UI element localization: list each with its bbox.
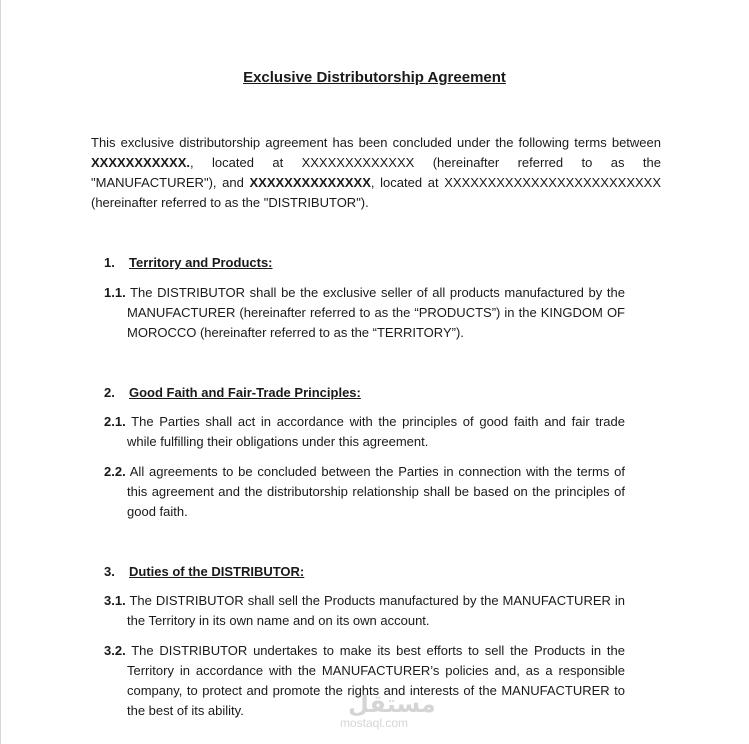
document-title: Exclusive Distributorship Agreement: [243, 69, 506, 86]
intro-text-2: , located at XXXXXXXXXXXXX (hereinafter referred to as the "MANUFACTURER"), and: [91, 155, 661, 190]
clause-text: The DISTRIBUTOR shall be the exclusive seller of all products manufactured by the MANUFACTURER (hereinafter referred to as the “PRODUCTS”) in the KINGDOM OF MOROCCO (hereinafter referred to as the “TERRITORY”).: [125, 285, 625, 340]
clause-text: The Parties shall act in accordance with the principles of good faith and fair trade while fulfilling their obligations under this agreement.: [125, 414, 625, 449]
clause-text: The DISTRIBUTOR undertakes to make its best efforts to sell the Products in the Territory in accordance with the MANUFACTURER’s policies and, as a responsible company, to protect and promote the rights and interests of the MANUFACTURER to the best of its ability.: [125, 643, 625, 718]
section-number: 1.: [104, 255, 115, 270]
clause-text: The DISTRIBUTOR shall sell the Products manufactured by the MANUFACTURER in the Territory in its own name and on its own account.: [125, 593, 625, 628]
intro-text-1: This exclusive distributorship agreement has been concluded under the following terms between: [91, 135, 661, 150]
clause-number: 3.2.: [104, 643, 126, 658]
intro-paragraph: [91, 133, 661, 213]
section-number: 2.: [104, 385, 115, 400]
watermark-latin: mostaql.com: [340, 716, 409, 730]
clause-3-2: [104, 641, 625, 721]
clause-3-1: [104, 591, 625, 631]
section-heading-label: Territory and Products:: [129, 255, 273, 270]
watermark-arabic: مستقل: [348, 690, 436, 718]
section-heading-label: Duties of the DISTRIBUTOR:: [129, 564, 305, 579]
intro-text-3: , located at XXXXXXXXXXXXXXXXXXXXXXXXX (hereinafter referred to as the "DISTRIBUTOR").: [91, 175, 662, 210]
section-heading-label: Good Faith and Fair-Trade Principles:: [129, 385, 361, 400]
section-heading-3: [104, 562, 304, 582]
clause-number: 2.2.: [104, 464, 126, 479]
section-heading-2: [104, 383, 361, 403]
clause-number: 1.1.: [104, 285, 126, 300]
section-heading-1: [104, 253, 273, 273]
clause-2-1: [104, 412, 625, 452]
clause-number: 3.1.: [104, 593, 126, 608]
clause-number: 2.1.: [104, 414, 126, 429]
clause-1-1: [104, 283, 625, 343]
clause-text: All agreements to be concluded between the Parties in connection with the terms of this agreement and the distributorship relationship shall be based on the principles of good faith.: [125, 464, 625, 519]
section-number: 3.: [104, 564, 115, 579]
clause-2-2: [104, 462, 625, 522]
party-distributor-name: XXXXXXXXXXXXXX: [249, 175, 371, 190]
party-manufacturer-name: XXXXXXXXXXX.: [91, 155, 190, 170]
